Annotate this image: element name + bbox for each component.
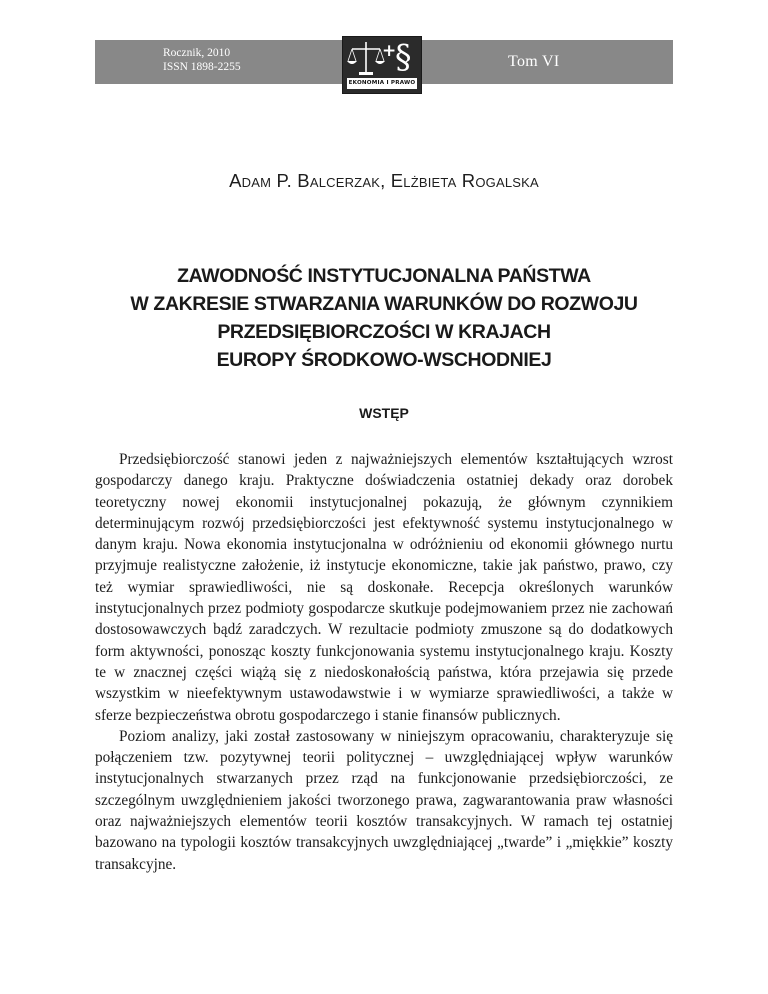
article-body	[95, 449, 673, 875]
logo-caption: EKONOMIA I PRAWO	[347, 78, 417, 89]
journal-header	[95, 37, 673, 86]
paragraph-sign-icon: §	[395, 37, 412, 76]
article-authors: Adam P. Balcerzak, Elżbieta Rogalska	[229, 170, 539, 191]
plus-icon: +	[382, 41, 397, 61]
journal-issn: ISSN 1898-2255	[163, 61, 241, 73]
title-line: EUROPY ŚRODKOWO-WSCHODNIEJ	[216, 349, 552, 371]
title-line: ZAWODNOŚĆ INSTYTUCJONALNA PAŃSTWA	[177, 265, 591, 287]
title-line: W ZAKRESIE STWARZANIA WARUNKÓW DO ROZWOJU	[130, 293, 638, 315]
body-paragraph: Przedsiębiorczość stanowi jeden z najważniejszych elementów kształtujących wzrost gospodarczy danego kraju. Praktyczne doświadczenia ostatniej dekady oraz dorobek teoretyczny nowej ekonomii instytucjonalnej pokazują, że głównym czynnikiem determinującym rozwój przedsiębiorczości jest efektywność systemu instytucjonalnego w danym kraju. Nowa ekonomia instytucjonalna w odróżnieniu od ekonomii głównego nurtu przyjmuje realistyczne założenie, iż instytucje ekonomiczne, takie jak państwo, prawo, czy też wymiar sprawiedliwości, nie są doskonałe. Recepcja określonych warunków instytucjonalnych przez podmioty gospodarcze skutkuje podejmowaniem przez nie zachowań dostosowawczych bądź zaradczych. W rezultacie podmioty zmuszone są do dodatkowych form aktywności, ponosząc koszty funkcjonowania systemu instytucjonalnego kraju. Koszty te w znacznej części wiążą się z niedoskonałością państwa, która przejawia się przede wszystkim w nieefektywnym ustawodawstwie i w wymiarze sprawiedliwości, a także w sferze bezpieczeństwa obrotu gospodarczego i stanie finansów publicznych.	[95, 451, 673, 724]
journal-logo	[342, 36, 422, 94]
journal-info	[163, 46, 241, 74]
body-paragraph: Poziom analizy, jaki został zastosowany w niniejszym opracowaniu, charakteryzuje się połączeniem tzw. pozytywnej teorii politycznej – uwzględniającej wpływ warunków instytucjonalnych stwarzanych przez rząd na funkcjonowanie przedsiębiorczości, ze szczególnym uwzględnieniem jakości tworzonego prawa, zagwarantowania praw własności oraz najważniejszych elementów teorii kosztów transakcyjnych. W ramach tej ostatniej bazowano na typologii kosztów transakcyjnych uwzględniającej „twarde” i „miękkie” koszty transakcyjne.	[95, 727, 673, 873]
volume-label: Tom VI	[508, 53, 560, 70]
title-line: PRZEDSIĘBIORCZOŚCI W KRAJACH	[217, 321, 551, 343]
article-title	[0, 262, 768, 374]
journal-year: Rocznik, 2010	[163, 47, 231, 59]
section-heading: WSTĘP	[359, 405, 409, 421]
